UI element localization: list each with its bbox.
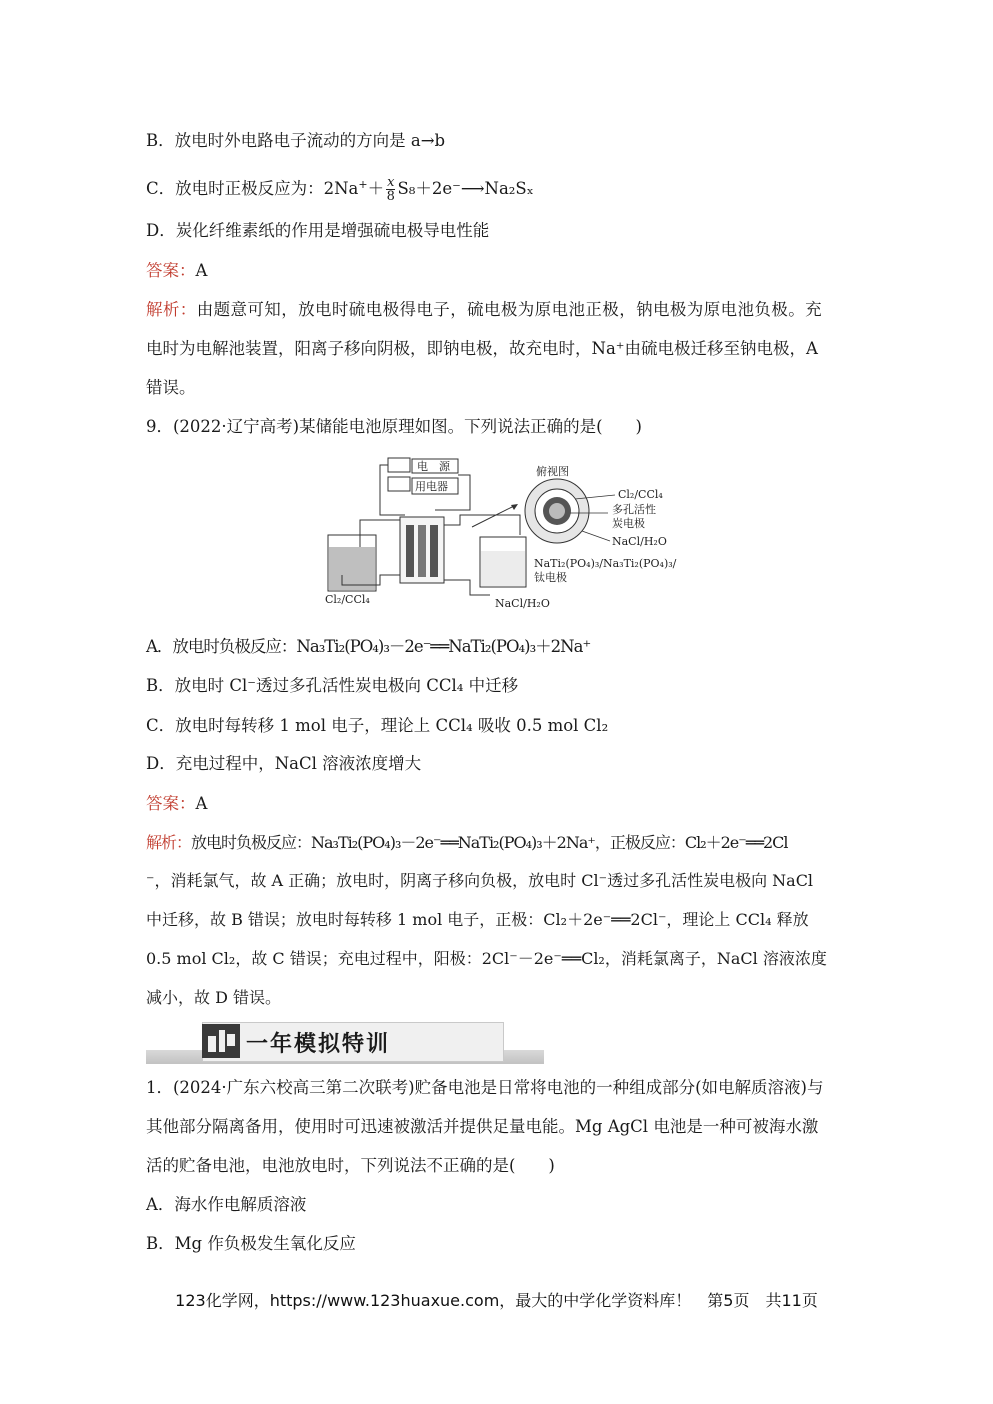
q8-answer-value: A bbox=[195, 261, 208, 280]
electrode-2 bbox=[418, 525, 426, 577]
q9-answer bbox=[146, 793, 207, 815]
label-porous1: 多孔活性 bbox=[612, 503, 656, 516]
right-beaker-liquid bbox=[481, 551, 525, 586]
label-titanium2: 钛电极 bbox=[534, 571, 567, 584]
label-topview: 俯视图 bbox=[536, 465, 569, 478]
battery-diagram bbox=[320, 455, 690, 615]
q9-analysis-line4: 0.5 mol Cl₂，故 C 错误；充电过程中，阳极：2Cl⁻－2e⁻══Cl₂，消耗氯离子，NaCl 溶液浓度 bbox=[146, 949, 827, 968]
q8-plus-sup: + bbox=[358, 178, 368, 191]
q8-analysis-line3: 错误。 bbox=[146, 378, 196, 397]
topview-core bbox=[549, 503, 565, 519]
q9-analysis-line5: 减小，故 D 错误。 bbox=[146, 988, 282, 1007]
q9-answer-value: A bbox=[195, 794, 208, 813]
q8-frac-den: 8 bbox=[386, 189, 395, 204]
q9-stem: 9．(2022·辽宁高考)某储能电池原理如图。下列说法正确的是( ) bbox=[146, 417, 642, 436]
q1-stem-line2: 其他部分隔离备用，使用时可迅速被激活并提供足量电能。Mg AgCl 电池是一种可被海水激 bbox=[146, 1117, 819, 1136]
q1-stem-line3: 活的贮备电池，电池放电时，下列说法不正确的是( ) bbox=[146, 1156, 555, 1175]
q9-analysis-line1 bbox=[146, 832, 788, 854]
q1-option-a: A．海水作电解质溶液 bbox=[146, 1195, 307, 1214]
arrow-line bbox=[472, 505, 516, 527]
q9-option-c: C．放电时每转移 1 mol 电子，理论上 CCl₄ 吸收 0.5 mol Cl₂ bbox=[146, 716, 609, 735]
section-title: 一年模拟特训 bbox=[246, 1032, 391, 1057]
label-appliance: 用电器 bbox=[415, 480, 448, 493]
q9-analysis-line3: 中迁移，故 B 错误；放电时每转移 1 mol 电子，正极：Cl₂＋2e⁻══2Cl⁻，理论上 CCl₄ 释放 bbox=[146, 910, 809, 929]
electrode-3 bbox=[430, 525, 438, 577]
label-titanium1: NaTi₂(PO₄)₃/Na₃Ti₂(PO₄)₃/ bbox=[534, 557, 677, 570]
q8-option-c-tail: S₈＋2e⁻⟶Na₂Sₓ bbox=[397, 179, 534, 198]
section-header bbox=[146, 1022, 544, 1064]
q8-option-c-prefix: C．放电时正极反应为：2Na bbox=[146, 179, 359, 198]
page-footer: 123化学网，https://www.123huaxue.com，最大的中学化学资料库！ 第5页 共11页 bbox=[175, 1291, 818, 1310]
q9-analysis-text1: 放电时负极反应：Na₃Ti₂(PO₄)₃－2e⁻══NaTi₂(PO₄)₃＋2Na⁺，正极反应：Cl₂＋2e⁻══2Cl bbox=[191, 833, 788, 852]
q8-analysis-label: 解析： bbox=[146, 300, 197, 319]
q8-fraction bbox=[386, 176, 395, 203]
q1-option-b: B．Mg 作负极发生氧化反应 bbox=[146, 1234, 356, 1253]
q9-option-b: B．放电时 Cl⁻透过多孔活性炭电极向 CCl₄ 中迁移 bbox=[146, 676, 519, 695]
q8-option-b: B．放电时外电路电子流动的方向是 a→b bbox=[146, 131, 446, 150]
q8-frac-num: x bbox=[387, 175, 395, 190]
leader-3 bbox=[582, 531, 610, 541]
label-power: 电 源 bbox=[417, 460, 450, 473]
left-beaker-liquid bbox=[329, 547, 375, 590]
q1-stem-line1: 1．(2024·广东六校高三第二次联考)贮备电池是日常将电池的一种组成部分(如电解质溶液)与 bbox=[146, 1078, 824, 1097]
q8-option-d: D．炭化纤维素纸的作用是增强硫电极导电性能 bbox=[146, 221, 490, 240]
q9-analysis-label: 解析： bbox=[146, 833, 192, 852]
label-nacl-top: NaCl/H₂O bbox=[612, 535, 667, 548]
label-left-beaker: Cl₂/CCl₄ bbox=[325, 593, 370, 606]
switch-box-top bbox=[388, 458, 410, 472]
q8-analysis-line2: 电时为电解池装置，阳离子移向阴极，即钠电极，故充电时，Na⁺由硫电极迁移至钠电极，A bbox=[146, 339, 818, 358]
pipe-top-right bbox=[444, 515, 520, 535]
q8-answer bbox=[146, 260, 207, 282]
q9-option-d: D．充电过程中，NaCl 溶液浓度增大 bbox=[146, 754, 422, 773]
q8-answer-label: 答案： bbox=[146, 261, 196, 280]
q8-analysis-line1 bbox=[146, 299, 822, 321]
q9-option-a: A．放电时负极反应：Na₃Ti₂(PO₄)₃－2e⁻══NaTi₂(PO₄)₃＋2Na⁺ bbox=[146, 637, 591, 656]
electrode-1 bbox=[406, 525, 414, 577]
q8-analysis-text1: 由题意可知，放电时硫电极得电子，硫电极为原电池正极，钠电极为原电池负极。充 bbox=[196, 300, 823, 319]
q9-answer-label: 答案： bbox=[146, 794, 196, 813]
label-cl2: Cl₂/CCl₄ bbox=[618, 488, 663, 501]
q9-analysis-line2: ⁻，消耗氯气，故 A 正确；放电时，阴离子移向负极，放电时 Cl⁻透过多孔活性炭电极向 NaCl bbox=[146, 871, 814, 890]
section-book-icon bbox=[202, 1024, 240, 1058]
q8-option-c: C．放电时正极反应为：2Na+＋ $\frac{x}{8}$ S₈＋2e⁻⟶Na₂Sₓ bbox=[146, 175, 534, 204]
label-right-beaker: NaCl/H₂O bbox=[495, 597, 550, 610]
switch-box-bottom bbox=[388, 477, 410, 491]
label-porous2: 炭电极 bbox=[612, 517, 645, 530]
